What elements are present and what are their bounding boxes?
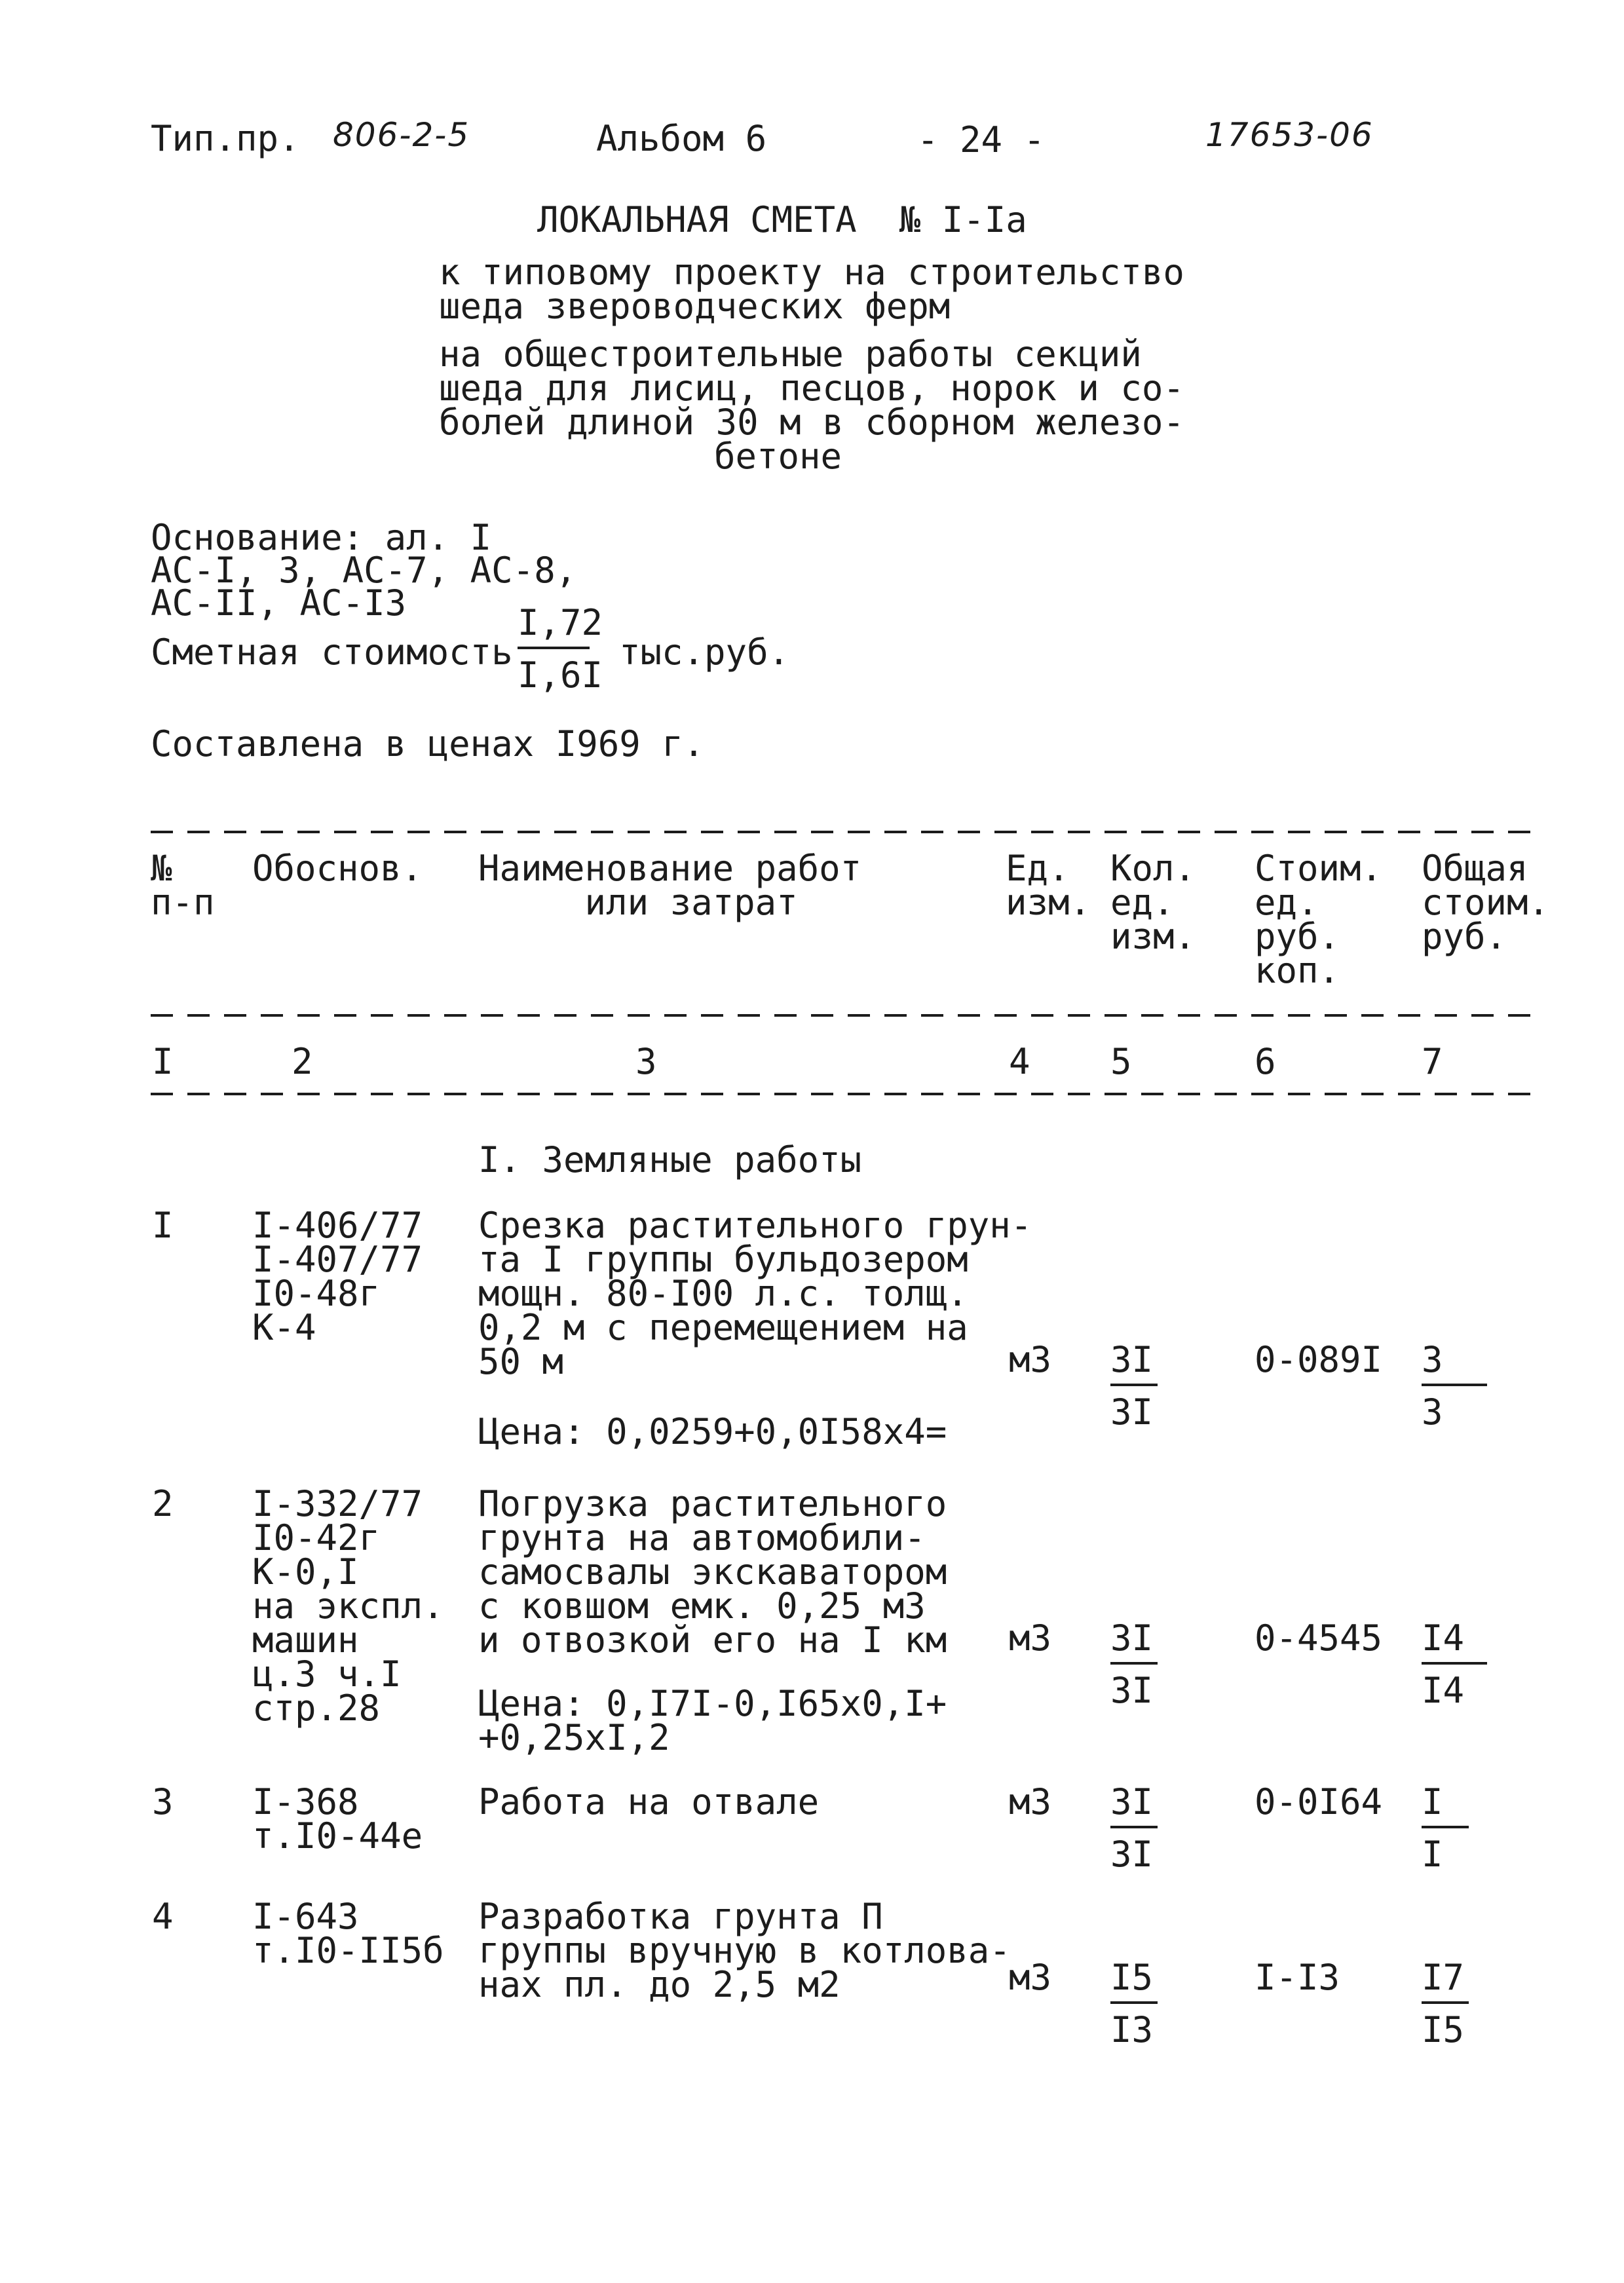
row-4-basis: I-643 т.I0-II5б	[252, 1896, 444, 1971]
row-2-name: Погрузка растительного грунта на автомобили- самосвалы экскаватором с ковшом емк. 0,25 м3 и отвозкой его на I км	[478, 1483, 947, 1661]
title-line-1: к типовому проекту на строительство	[439, 252, 1184, 293]
col-header-basis: Обоснов.	[252, 848, 423, 889]
row-3-total-numerator: I	[1422, 1785, 1469, 1828]
col-number-1: I	[152, 1041, 174, 1082]
row-3-quantity-denominator: 3I	[1110, 1834, 1154, 1875]
row-1-quantity-numerator: 3I	[1110, 1343, 1158, 1386]
title-line-6: бетоне	[714, 436, 842, 477]
col-header-name: Наименование работ или затрат	[478, 848, 862, 923]
title-line-2: шеда звероводческих ферм	[439, 286, 951, 327]
title-line-3: на общестроительные работы секций	[439, 333, 1142, 375]
col-number-4: 4	[1009, 1041, 1030, 1082]
row-4-quantity-denominator: I3	[1110, 2009, 1154, 2050]
row-3-name: Работа на отвале	[478, 1781, 820, 1822]
basis-line-1: Основание: ал. I	[151, 517, 492, 558]
row-4-total-denominator: I5	[1422, 2009, 1465, 2050]
row-2-number: 2	[152, 1483, 174, 1524]
row-2-total-numerator: I4	[1422, 1621, 1487, 1665]
document-number: 17653-06	[1205, 116, 1374, 154]
table-header-rule	[151, 1014, 1539, 1017]
row-4-number: 4	[152, 1896, 174, 1937]
estimated-cost-denominator: I,6I	[518, 654, 603, 696]
row-3-number: 3	[152, 1781, 174, 1822]
col-number-3: 3	[635, 1041, 657, 1082]
col-header-unit: Ед. изм.	[1006, 848, 1091, 923]
row-4-quantity-numerator: I5	[1110, 1961, 1158, 2004]
basis-line-2: АС-I, 3, АС-7, АС-8,	[151, 550, 577, 591]
row-3-quantity-numerator: 3I	[1110, 1785, 1158, 1828]
album-label: Альбом 6	[596, 118, 767, 159]
title-line-5: болей длиной 30 м в сборном железо-	[439, 402, 1184, 443]
col-header-unit-cost: Стоим. ед. руб. коп.	[1255, 848, 1383, 991]
col-header-number: № п-п	[151, 848, 215, 923]
table-numbers-rule	[151, 1093, 1539, 1095]
row-2-basis: I-332/77 I0-42г К-0,I на экспл. машин ц.3 ч.I стр.28	[252, 1483, 444, 1729]
row-4-unit-cost: I-I3	[1255, 1957, 1340, 1998]
col-number-6: 6	[1255, 1041, 1276, 1082]
section-title: I. Земляные работы	[478, 1139, 862, 1180]
col-header-total-cost: Общая стоим. руб.	[1422, 848, 1550, 957]
row-1-unit-cost: 0-089I	[1255, 1339, 1383, 1380]
doc-type-label: Тип.пр.	[151, 118, 300, 159]
row-3-basis: I-368 т.I0-44е	[252, 1781, 423, 1857]
row-1-price-note: Цена: 0,0259+0,0I58х4=	[478, 1411, 947, 1452]
title-line-4: шеда для лисиц, песцов, норок и со-	[439, 368, 1184, 409]
row-4-unit: м3	[1009, 1957, 1052, 1998]
row-3-unit-cost: 0-0I64	[1255, 1781, 1383, 1822]
prices-year-note: Составлена в ценах I969 г.	[151, 723, 705, 764]
row-3-total-denominator: I	[1422, 1834, 1443, 1875]
basis-line-3: АС-II, АС-I3	[151, 582, 407, 624]
col-number-2: 2	[292, 1041, 313, 1082]
estimated-cost-fraction	[518, 602, 603, 696]
row-4-quantity	[1110, 1957, 1158, 2050]
estimated-cost-label: Сметная стоимость	[151, 632, 513, 673]
row-2-quantity-denominator: 3I	[1110, 1670, 1154, 1711]
row-3-quantity	[1110, 1781, 1158, 1875]
row-2-quantity-numerator: 3I	[1110, 1621, 1158, 1665]
row-1-total-denominator: 3	[1422, 1391, 1443, 1433]
col-number-5: 5	[1110, 1041, 1132, 1082]
row-1-name: Срезка растительного грун- та I группы бульдозером мощн. 80-I00 л.с. толщ. 0,2 м с перемещением на 50 м	[478, 1205, 1032, 1382]
row-2-unit: м3	[1009, 1617, 1052, 1659]
row-1-total-numerator: 3	[1422, 1343, 1487, 1386]
row-4-total-numerator: I7	[1422, 1961, 1469, 2004]
row-2-quantity	[1110, 1617, 1158, 1711]
row-2-total-denominator: I4	[1422, 1670, 1465, 1711]
row-2-total	[1422, 1617, 1487, 1711]
estimated-cost-numerator: I,72	[518, 606, 590, 649]
page-number: - 24 -	[917, 119, 1046, 160]
row-4-name: Разработка грунта П группы вручную в котлова- нах пл. до 2,5 м2	[478, 1896, 1011, 2005]
row-3-total	[1422, 1781, 1469, 1875]
row-1-quantity	[1110, 1339, 1158, 1433]
row-4-total	[1422, 1957, 1469, 2050]
row-2-unit-cost: 0-4545	[1255, 1617, 1383, 1659]
row-2-price-note: Цена: 0,I7I-0,I65х0,I+ +0,25хI,2	[478, 1683, 947, 1758]
estimated-cost-unit: тыс.руб.	[619, 632, 790, 673]
row-1-total	[1422, 1339, 1487, 1433]
col-header-quantity: Кол. ед. изм.	[1110, 848, 1196, 957]
row-1-unit: м3	[1009, 1339, 1052, 1380]
row-3-unit: м3	[1009, 1781, 1052, 1822]
project-number: 806-2-5	[333, 116, 470, 154]
row-1-number: I	[152, 1205, 174, 1246]
estimate-title: ЛОКАЛЬНАЯ СМЕТА № I-Iа	[537, 199, 1027, 240]
table-top-rule	[151, 831, 1539, 833]
col-number-7: 7	[1422, 1041, 1443, 1082]
row-1-quantity-denominator: 3I	[1110, 1391, 1154, 1433]
row-1-basis: I-406/77 I-407/77 I0-48г К-4	[252, 1205, 423, 1348]
